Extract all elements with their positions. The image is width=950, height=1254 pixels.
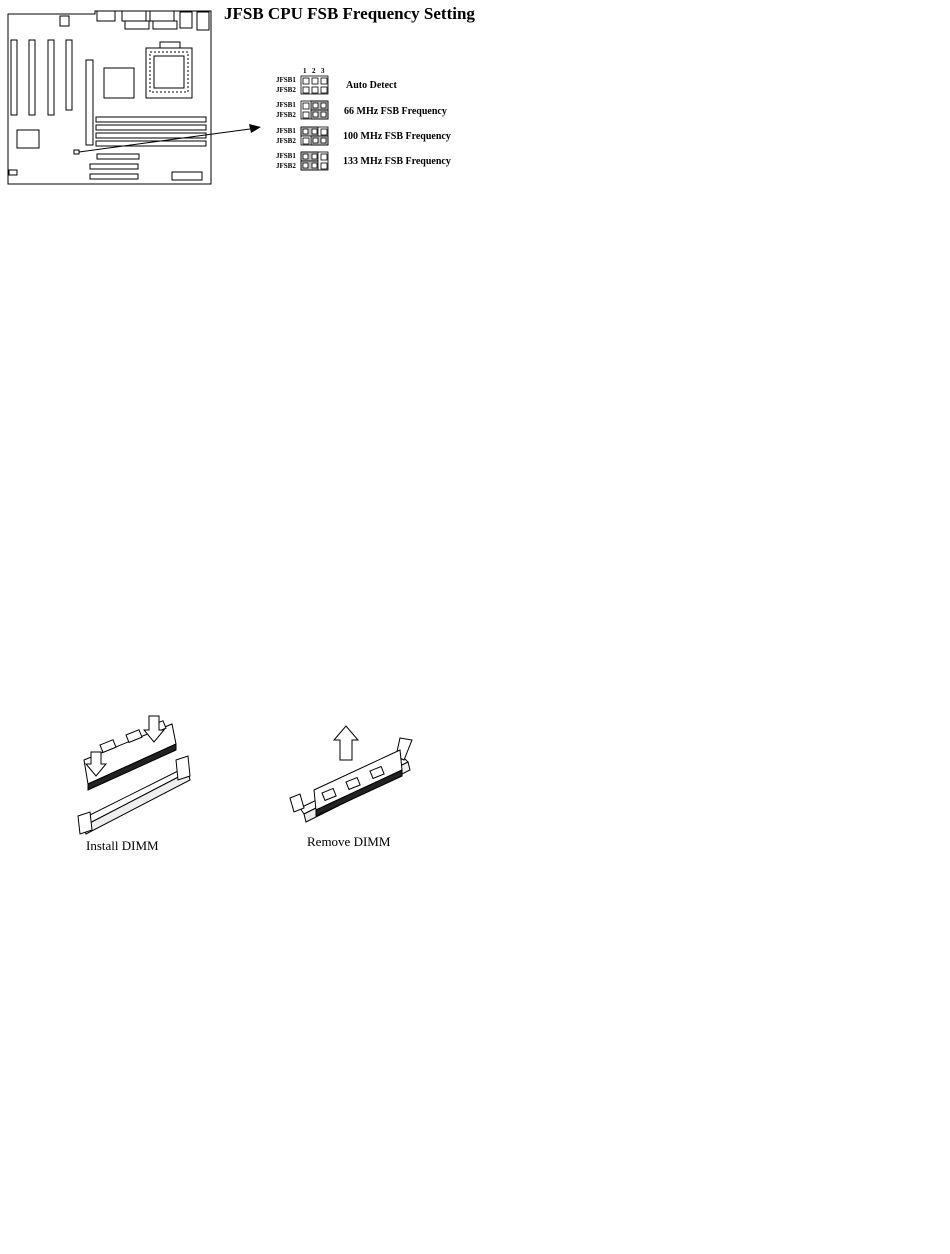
jumper-row-label: JFSB1: [276, 127, 296, 135]
remove-dimm-illustration: [290, 726, 412, 822]
jumper-location-marker: [74, 150, 79, 154]
setting-label-133mhz: 133 MHz FSB Frequency: [343, 156, 451, 167]
jumper-setting-100mhz: [276, 127, 328, 145]
page-title: JFSB CPU FSB Frequency Setting: [224, 4, 475, 23]
setting-label-100mhz: 100 MHz FSB Frequency: [343, 131, 451, 142]
setting-label-66mhz: 66 MHz FSB Frequency: [344, 106, 447, 117]
jumper-setting-133mhz: [276, 152, 328, 170]
install-dimm-caption: Install DIMM: [86, 838, 159, 853]
jumper-row-label: JFSB1: [276, 76, 296, 84]
setting-label-auto: Auto Detect: [346, 80, 397, 91]
expansion-slots: [11, 40, 93, 145]
jumper-row-label: JFSB1: [276, 152, 296, 160]
pin-number-1: 1: [303, 67, 307, 75]
dimm-slots: [96, 117, 206, 146]
jumper-setting-66mhz: [276, 101, 328, 119]
remove-dimm-caption: Remove DIMM: [307, 834, 391, 849]
pin-number-3: 3: [321, 67, 325, 75]
jumper-row-label: JFSB2: [276, 86, 296, 94]
cpu-socket: [146, 42, 192, 98]
jumper-setting-auto: [276, 76, 328, 94]
install-dimm-illustration: [78, 716, 190, 834]
jumper-row-label: JFSB2: [276, 111, 296, 119]
pin-number-2: 2: [312, 67, 316, 75]
ide-connectors: [9, 154, 202, 180]
jumper-row-label: JFSB1: [276, 101, 296, 109]
motherboard-diagram: [0, 0, 950, 200]
jumper-row-label: JFSB2: [276, 137, 296, 145]
jumper-row-label: JFSB2: [276, 162, 296, 170]
